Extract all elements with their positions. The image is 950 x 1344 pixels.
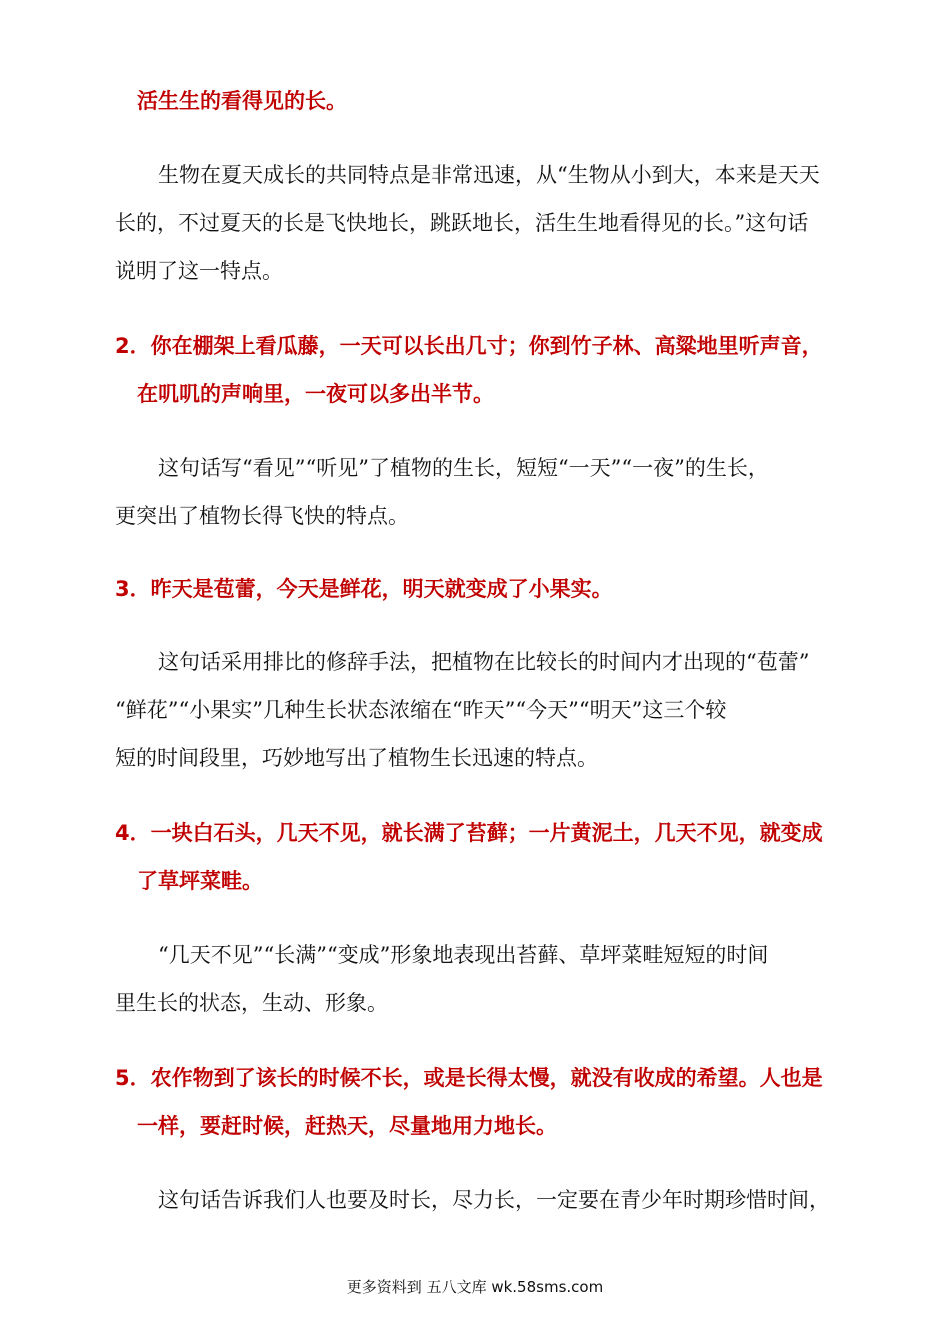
paragraph-line: “鲜花”“小果实”几种生长状态浓缩在“昨天”“今天”“明天”这三个较: [115, 698, 727, 722]
answer-paragraph: [115, 931, 768, 1027]
answer-paragraph: [115, 1176, 830, 1224]
heading-line: 2．你在棚架上看瓜藤，一天可以长出几寸；你到竹子林、高粱地里听声音，: [115, 334, 823, 358]
paragraph-line: 这句话采用排比的修辞手法，把植物在比较长的时间内才出现的“苞蕾”: [158, 650, 810, 674]
paragraph-line: 这句话告诉我们人也要及时长，尽力长，一定要在青少年时期珍惜时间，: [158, 1188, 830, 1212]
question-heading: [115, 322, 823, 418]
paragraph-line: 里生长的状态，生动、形象。: [115, 991, 388, 1015]
paragraph-line: 说明了这一特点。: [115, 259, 283, 283]
heading-line: 活生生的看得见的长。: [137, 89, 347, 113]
paragraph-line: 生物在夏天成长的共同特点是非常迅速，从“生物从小到大，本来是天天: [158, 163, 820, 187]
paragraph-line: 更突出了植物长得飞快的特点。: [115, 504, 409, 528]
heading-line: 4．一块白石头，几天不见，就长满了苔藓；一片黄泥土，几天不见，就变成: [115, 821, 823, 845]
paragraph-line: 短的时间段里，巧妙地写出了植物生长迅速的特点。: [115, 746, 598, 770]
answer-paragraph: [115, 638, 809, 782]
paragraph-line: 长的，不过夏天的长是飞快地长，跳跃地长，活生生地看得见的长。”这句话: [115, 211, 809, 235]
footer-link[interactable]: 更多资料到 五八文库 wk.58sms.com: [346, 1278, 604, 1296]
question-heading: [115, 809, 823, 905]
heading-line: 5．农作物到了该长的时候不长，或是长得太慢，就没有收成的希望。人也是: [115, 1066, 823, 1090]
heading-line: 了草坪菜畦。: [137, 869, 263, 893]
question-heading: [137, 77, 347, 125]
heading-line: 在叽叽的声响里，一夜可以多出半节。: [137, 382, 494, 406]
paragraph-line: “几天不见”“长满”“变成”形象地表现出苔藓、草坪菜畦短短的时间: [158, 943, 769, 967]
answer-paragraph: [115, 444, 769, 540]
question-heading: [115, 565, 613, 613]
heading-line: 一样，要赶时候，赶热天，尽量地用力地长。: [137, 1114, 557, 1138]
answer-paragraph: [115, 151, 820, 295]
question-heading: [115, 1054, 823, 1150]
heading-line: 3．昨天是苞蕾，今天是鲜花，明天就变成了小果实。: [115, 577, 613, 601]
paragraph-line: 这句话写“看见”“听见”了植物的生长，短短“一天”“一夜”的生长，: [158, 456, 769, 480]
